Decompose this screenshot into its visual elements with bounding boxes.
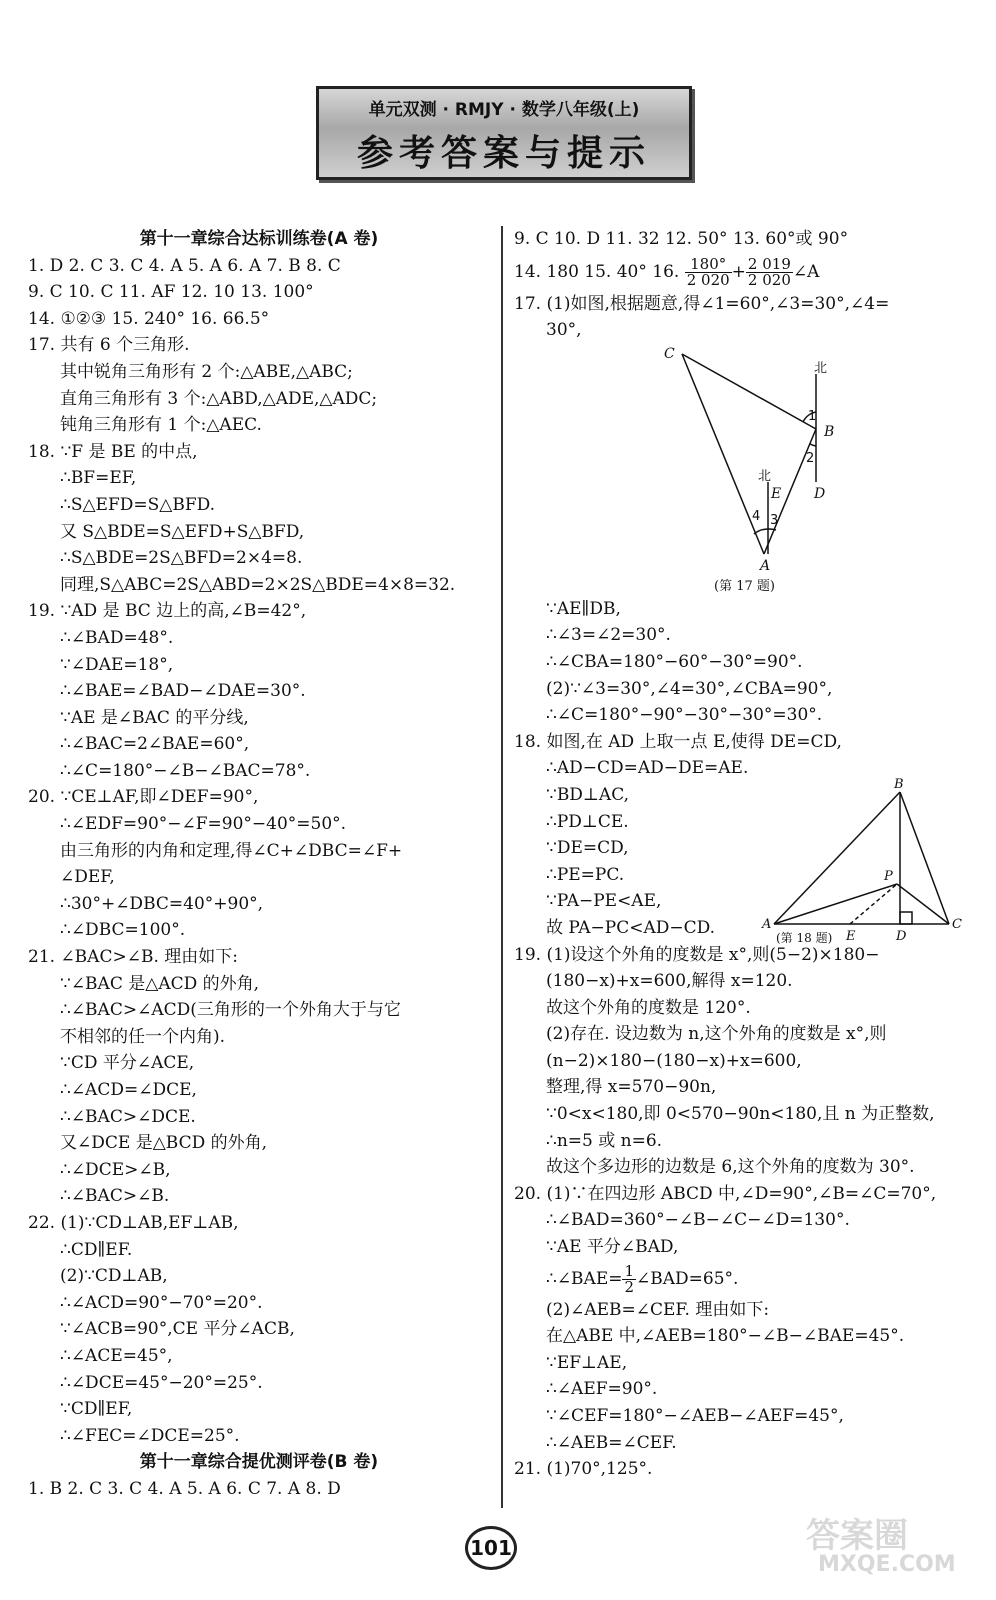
right_b-line-7: ∵BD⊥AC,	[546, 784, 630, 805]
right_b-line-1: ∴∠3=∠2=30°.	[546, 625, 671, 646]
left-line-13: 同理,S△ABC=2S△ABD=2×2S△BDE=4×8=32.	[60, 574, 456, 595]
left-line-5: 其中锐角三角形有 2 个:△ABE,△ABC;	[60, 361, 353, 382]
page-number-text: 101	[465, 1526, 517, 1570]
right_d-line-5: ∴∠AEB=∠CEF.	[546, 1432, 677, 1453]
left-line-33: ∴∠BAC>∠DCE.	[60, 1106, 196, 1127]
left-line-3: 14. ①②③ 15. 240° 16. 66.5°	[28, 308, 270, 329]
left-line-1: 1. D 2. C 3. C 4. A 5. A 6. A 7. B 8. C	[28, 255, 341, 276]
label-P18: P	[884, 869, 893, 884]
left-line-16: ∵∠DAE=18°,	[60, 654, 174, 675]
right_b-line-11: ∵PA−PE<AE,	[546, 891, 662, 912]
header-title: 参考答案与提示	[356, 133, 651, 174]
left-line-38: ∴CD∥EF.	[60, 1239, 133, 1260]
left-line-2: 9. C 10. C 11. AF 12. 10 13. 100°	[28, 282, 314, 303]
column-divider	[501, 226, 503, 1508]
right-column	[514, 226, 976, 1483]
left-line-22: ∴∠EDF=90°−∠F=90°−40°=50°.	[60, 814, 347, 835]
right_d-line-2: ∵EF⊥AE,	[546, 1352, 628, 1373]
right_d-line-3: ∴∠AEF=90°.	[546, 1379, 658, 1400]
q20-suffix: ∠BAD=65°.	[636, 1268, 739, 1289]
watermark-url: MXQE.COM	[818, 1552, 956, 1577]
left-line-20: ∴∠C=180°−∠B−∠BAC=78°.	[60, 760, 311, 781]
label-angle-3: 3	[770, 512, 779, 528]
figure-17	[514, 344, 976, 596]
left-line-46: 第十一章综合提优测评卷(B 卷)	[139, 1452, 379, 1473]
label-north-1: 北	[814, 360, 828, 376]
label-B18: B	[894, 777, 904, 792]
right_a-line-1: 30°,	[546, 320, 582, 341]
right_b-line-5: 18. 如图,在 AD 上取一点 E,使得 DE=CD,	[514, 731, 842, 752]
left-line-27: 21. ∠BAC>∠B. 理由如下:	[28, 947, 238, 968]
right_c-line-6: ∵0<x<180,即 0<570−90n<180,且 n 为正整数,	[546, 1104, 935, 1125]
left-line-14: 19. ∵AD 是 BC 边上的高,∠B=42°,	[28, 601, 307, 622]
left-line-8: 18. ∵F 是 BE 的中点,	[28, 441, 198, 462]
right_c-line-8: 故这个多边形的边数是 6,这个外角的度数为 30°.	[546, 1157, 915, 1178]
answer-line-q20-half	[514, 1261, 976, 1297]
label-A: A	[760, 557, 771, 574]
left-line-35: ∴∠DCE>∠B,	[60, 1159, 171, 1180]
left-line-25: ∴30°+∠DBC=40°+90°,	[60, 893, 264, 914]
left-line-28: ∵∠BAC 是△ACD 的外角,	[60, 973, 260, 994]
left-line-11: 又 S△BDE=S△EFD+S△BFD,	[60, 521, 305, 542]
watermark-logo: 答案圈	[806, 1516, 908, 1556]
right_c-line-5: 整理,得 x=570−90n,	[546, 1077, 717, 1098]
left-line-9: ∴BF=EF,	[60, 468, 137, 489]
label-angle-4: 4	[752, 508, 761, 524]
right_c-line-1: (180−x)+x=600,解得 x=120.	[546, 971, 793, 992]
label-angle-2: 2	[806, 450, 815, 466]
figure-18	[754, 776, 976, 946]
left-line-34: 又∠DCE 是△BCD 的外角,	[60, 1133, 268, 1154]
left-line-7: 钝角三角形有 1 个:△AEC.	[60, 415, 262, 436]
right_c-line-9: 20. (1)∵在四边形 ABCD 中,∠D=90°,∠B=∠C=70°,	[514, 1183, 937, 1204]
left-line-21: 20. ∵CE⊥AF,即∠DEF=90°,	[28, 787, 259, 808]
left-line-44: ∵CD∥EF,	[60, 1399, 133, 1420]
left-line-23: 由三角形的内角和定理,得∠C+∠DBC=∠F+	[60, 840, 403, 861]
right_top-line-0: 9. C 10. D 11. 32 12. 50° 13. 60°或 90°	[514, 229, 849, 249]
label-A18: A	[762, 917, 772, 932]
right_b-line-4: ∴∠C=180°−90°−30°−30°=30°.	[546, 705, 823, 726]
left-line-30: 不相邻的任一个内角).	[60, 1026, 226, 1047]
header-subtitle: 单元双测 · RMJY · 数学八年级(上)	[368, 100, 640, 120]
figure-17-diagram	[514, 344, 976, 596]
label-angle-1: 1	[808, 408, 817, 424]
fraction-1: $\frac{180^\circ}{2 020}$	[686, 254, 730, 289]
left-line-19: ∴∠BAC=2∠BAE=60°,	[60, 734, 250, 755]
left-line-42: ∴∠ACE=45°,	[60, 1345, 173, 1366]
right_d-line-6: 21. (1)70°,125°.	[514, 1459, 653, 1480]
label-E18: E	[846, 929, 856, 944]
right_c-line-11: ∵AE 平分∠BAD,	[546, 1237, 679, 1258]
left-line-45: ∴∠FEC=∠DCE=25°.	[60, 1425, 240, 1446]
figure-17-caption: (第 17 题)	[714, 578, 775, 594]
left-line-4: 17. 共有 6 个三角形.	[28, 335, 190, 356]
right_c-line-3: (2)存在. 设边数为 n,这个外角的度数是 x°,则	[546, 1024, 887, 1045]
right_c-line-7: ∴n=5 或 n=6.	[546, 1130, 663, 1151]
left-line-24: ∠DEF,	[60, 867, 115, 888]
left-line-47: 1. B 2. C 3. C 4. A 5. A 6. C 7. A 8. D	[28, 1478, 341, 1499]
right_c-line-2: 故这个外角的度数是 120°.	[546, 997, 751, 1018]
right_b-line-2: ∴∠CBA=180°−60°−30°=90°.	[546, 651, 803, 672]
left-line-31: ∵CD 平分∠ACE,	[60, 1053, 195, 1074]
right_d-line-0: (2)∠AEB=∠CEF. 理由如下:	[546, 1299, 770, 1320]
fraction-half: $\frac{1}{2}$	[624, 1261, 635, 1296]
q16-suffix: ∠A	[792, 261, 820, 282]
left-line-36: ∴∠BAC>∠B.	[60, 1186, 170, 1207]
left-line-39: (2)∵CD⊥AB,	[60, 1266, 168, 1287]
left-line-17: ∴∠BAE=∠BAD−∠DAE=30°.	[60, 681, 306, 702]
left-line-6: 直角三角形有 3 个:△ABD,△ADE,△ADC;	[60, 388, 378, 409]
right_b-line-3: (2)∵∠3=30°,∠4=30°,∠CBA=90°,	[546, 678, 833, 699]
left-line-40: ∴∠ACD=90°−70°=20°.	[60, 1292, 263, 1313]
answer-line-q14-16: 14. 180 15. 40° 16. $\frac{180^\circ}{2 020}$ + $\frac{2 019}{2 020}$ ∠A	[514, 254, 820, 289]
right_b-line-9: ∵DE=CD,	[546, 838, 629, 859]
left-line-15: ∴∠BAD=48°.	[60, 627, 174, 648]
left-line-29: ∴∠BAC>∠ACD(三角形的一个外角大于与它	[60, 1000, 401, 1021]
right_a-line-0: 17. (1)如图,根据题意,得∠1=60°,∠3=30°,∠4=	[514, 293, 890, 314]
right_d-line-1: 在△ABE 中,∠AEB=180°−∠B−∠BAE=45°.	[546, 1326, 905, 1347]
label-B: B	[824, 423, 835, 440]
left-column	[28, 226, 490, 1503]
right_b-line-6: ∴AD−CD=AD−DE=AE.	[546, 758, 749, 779]
right_c-line-10: ∴∠BAD=360°−∠B−∠C−∠D=130°.	[546, 1210, 850, 1231]
right_c-line-0: 19. (1)设这个外角的度数是 x°,则(5−2)×180−	[514, 944, 880, 965]
right_b-line-8: ∴PD⊥CE.	[546, 811, 629, 832]
label-E: E	[771, 485, 782, 502]
left-line-18: ∵AE 是∠BAC 的平分线,	[60, 707, 249, 728]
header-banner	[316, 86, 692, 180]
left-line-37: 22. (1)∵CD⊥AB,EF⊥AB,	[28, 1212, 239, 1233]
right_b-line-0: ∵AE∥DB,	[546, 598, 621, 619]
left-line-32: ∴∠ACD=∠DCE,	[60, 1080, 197, 1100]
left-line-43: ∴∠DCE=45°−20°=25°.	[60, 1372, 263, 1393]
q16-prefix: 14. 180 15. 40° 16.	[514, 261, 680, 282]
left-line-10: ∴S△EFD=S△BFD.	[60, 494, 216, 515]
figure-18-caption: (第 18 题)	[776, 931, 833, 945]
fraction-2: $\frac{2 019}{2 020}$	[747, 254, 791, 289]
label-C18: C	[952, 917, 962, 932]
q20-prefix: ∴∠BAE=	[546, 1268, 623, 1289]
label-D: D	[814, 485, 826, 502]
right_d-line-4: ∵∠CEF=180°−∠AEB−∠AEF=45°,	[546, 1406, 844, 1426]
label-C: C	[664, 345, 675, 362]
right_c-line-4: (n−2)×180−(180−x)+x=600,	[546, 1050, 802, 1071]
left-line-41: ∵∠ACB=90°,CE 平分∠ACB,	[60, 1319, 295, 1340]
page-number	[456, 1526, 526, 1570]
right_b-line-12: 故 PA−PC<AD−CD.	[546, 917, 716, 938]
figure-18-diagram	[754, 776, 976, 946]
left-line-12: ∴S△BDE=2S△BFD=2×4=8.	[60, 548, 303, 569]
label-north-2: 北	[758, 468, 772, 484]
left-line-0: 第十一章综合达标训练卷(A 卷)	[139, 229, 379, 249]
right_b-line-10: ∴PE=PC.	[546, 864, 625, 885]
left-line-26: ∴∠DBC=100°.	[60, 920, 186, 941]
label-D18: D	[896, 929, 907, 944]
